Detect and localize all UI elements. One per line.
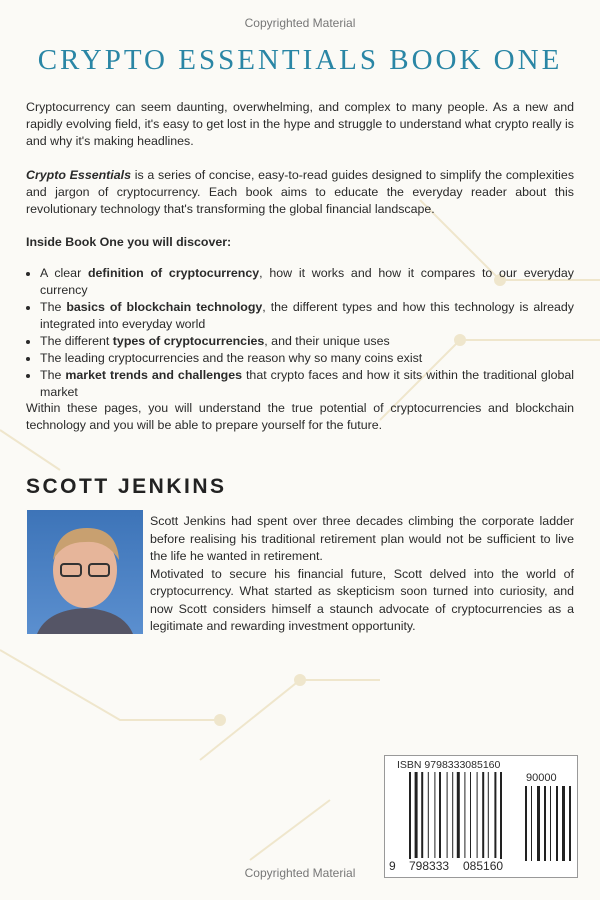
bullet-item: • The market trends and challenges that crypto faces and how it sits within the traditional global market [40,367,574,401]
price-code: 90000 [526,772,557,784]
isbn-label: ISBN 9798333085160 [397,759,501,771]
author-photo [27,510,143,634]
series-text: is a series of concise, easy-to-read guides designed to simplify the complexities and jargon of cryptocurrency. Each book aims to educate the everyday reader about this revolutionary technology that's transforming the global financial landscape. [26,168,575,216]
bio-paragraph: Motivated to secure his financial future, Scott delved into the world of cryptocurrency. What started as skepticism soon turned into curiosity, and now Scott considers himself a staunch advocate of cryptocurrencies as a legitimate and rewarding investment opportunity. [150,566,574,633]
barcode-digits: 798333 [409,859,450,873]
intro-paragraph: Cryptocurrency can seem daunting, overwhelming, and complex to many people. As a new and rapidly evolving field, it's easy to get lost in the hype and struggle to understand what crypto really is and why it's making headlines. [26,100,574,148]
copyright-watermark-top: Copyrighted Material [244,16,356,30]
author-name: SCOTT JENKINS [26,475,227,498]
bullet-item: • The different types of cryptocurrencies, and their unique uses [40,333,574,350]
closing-paragraph: Within these pages, you will understand the true potential of cryptocurrencies and blockchain technology and you will be able to prepare yourself for the future. [26,401,574,432]
bio-paragraph: Scott Jenkins had spent over three decades climbing the corporate ladder before realising his traditional retirement plan would not be sufficient to live the life he wanted in retirement. [150,514,574,563]
book-title: CRYPTO ESSENTIALS BOOK ONE [37,44,563,76]
inside-heading: Inside Book One you will discover: [26,235,232,249]
barcode-digits: 085160 [463,859,504,873]
barcode-digit: 9 [389,859,396,873]
bullet-list [26,265,574,401]
author-bio [150,513,574,636]
bullet-item: • The leading cryptocurrencies and the reason why so many coins exist [40,350,574,367]
bullet-item: • A clear definition of cryptocurrency, how it works and how it compares to our everyday currency [40,265,574,299]
isbn-barcode [384,755,578,878]
series-name: Crypto Essentials [26,168,131,182]
bullet-item: • The basics of blockchain technology, the different types and how this technology is already integrated into everyday world [40,299,574,333]
series-paragraph [26,167,574,218]
copyright-watermark-bottom: Copyrighted Material [244,866,356,880]
